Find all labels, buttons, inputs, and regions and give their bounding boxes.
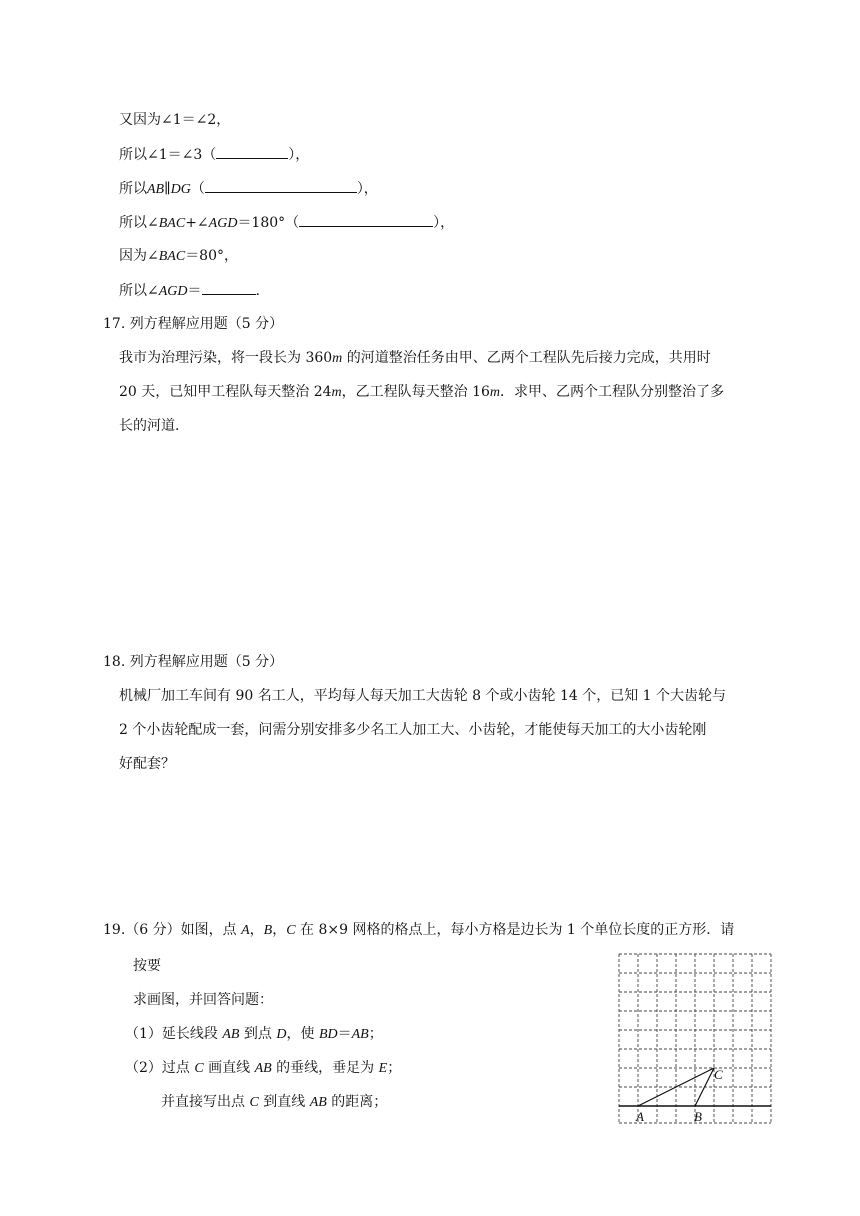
q18-paragraph-line-3: 好配套？ <box>119 756 175 772</box>
q18-title: 18. 列方程解应用题（5 分） <box>103 654 284 670</box>
q18-paragraph-line-2: 2 个小齿轮配成一套，问需分别安排多少名工人加工大、小齿轮，才能使每天加工的大小齿轮刚 <box>119 722 707 738</box>
q17-title: 17. 列方程解应用题（5 分） <box>103 316 284 332</box>
q19-paragraph-line-1: 19.（6 分）如图，点 A，B，C 在 8×9 网格的格点上，每小方格是边长为 1 个单位长度的正方形．请 <box>103 922 735 938</box>
grid-figure <box>618 953 772 1124</box>
point-label-b: B <box>694 1109 702 1124</box>
grid-lines <box>619 954 771 1123</box>
q17-paragraph-line-1: 我市为治理污染，将一段长为 360m 的河道整治任务由甲、乙两个工程队先后接力完成，共用时 <box>119 350 711 366</box>
q16-line-5: 因为∠BAC＝80°， <box>119 248 239 264</box>
q19-part-1: （1）延长线段 AB 到点 D，使 BD＝AB； <box>125 1026 383 1042</box>
q16-line-3: 所以AB∥DG（ ）， <box>119 178 378 200</box>
q18-paragraph-line-1: 机械厂加工车间有 90 名工人，平均每人每天加工大齿轮 8 个或小齿轮 14 个，已知 1 个大齿轮与 <box>119 688 727 704</box>
q19-part-2: （2）过点 C 画直线 AB 的垂线，垂足为 E； <box>125 1060 402 1076</box>
q19-paragraph-line-2: 按要 <box>133 958 161 974</box>
answer-blank[interactable] <box>202 280 256 295</box>
q19-part-2-followup: 并直接写出点 C 到直线 AB 的距离； <box>161 1094 388 1110</box>
answer-blank[interactable] <box>299 212 433 227</box>
q16-line-1: 又因为∠1＝∠2， <box>119 112 231 128</box>
answer-blank[interactable] <box>216 144 288 159</box>
point-label-a: A <box>636 1109 644 1124</box>
q16-line-4: 所以∠BAC+∠AGD＝180°（ ）， <box>119 212 454 234</box>
q17-paragraph-line-2: 20 天，已知甲工程队每天整治 24m，乙工程队每天整治 16m．求甲、乙两个工程队分别整治了多 <box>119 384 725 400</box>
answer-blank[interactable] <box>205 178 357 193</box>
q16-line-2: 所以∠1＝∠3（ ）， <box>119 144 309 165</box>
q19-paragraph-line-3: 求画图，并回答问题： <box>133 992 273 1008</box>
q17-paragraph-line-3: 长的河道. <box>119 418 180 434</box>
q16-line-6: 所以∠AGD＝ . <box>119 280 260 302</box>
point-label-c: C <box>714 1067 723 1082</box>
